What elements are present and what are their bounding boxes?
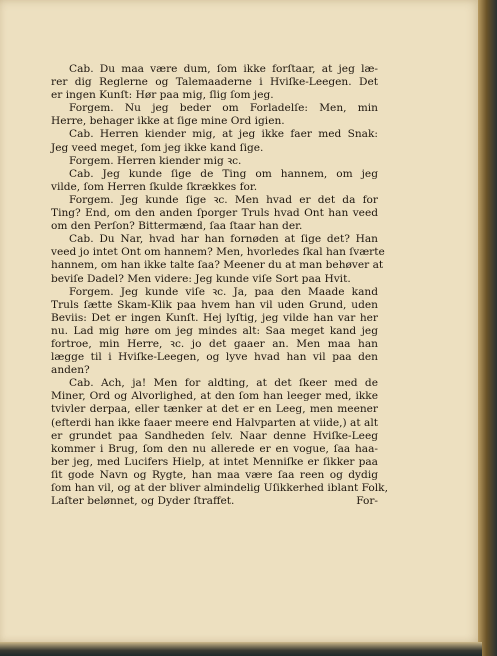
text-line: ber jeg, med Lucifers Hielp, at intet Menniſke er ſikker paa: [51, 455, 378, 468]
text-line: nu. Lad mig høre om jeg mindes alt: Saa meget kand jeg: [51, 324, 378, 337]
text-line: Ting? End, om den anden ſporger Truls hvad Ont han veed: [51, 207, 378, 220]
text-line: er grundet paa Sandheden ſelv. Naar denne Hviſke-Leeg: [51, 429, 378, 442]
page-bottom-edge: [0, 642, 482, 656]
text-line: (efterdi han ikke faaer meere end Halvparten at viide,) at alt: [51, 416, 378, 429]
text-line: Cab. Jeg kunde ſige de Ting om hannem, om jeg: [69, 167, 378, 180]
text-line: beviſe Dadel? Men videre: Jeg kunde viſe Sort paa Hvit.: [51, 272, 351, 285]
text-line: fortroe, min Herre, ꝛc. jo det gaaer an. Men maa han: [51, 337, 378, 350]
text-line: ſit gode Navn og Rygte, han maa være ſaa reen og dydig: [51, 468, 378, 481]
catchword: For-: [356, 495, 378, 508]
text-line: Jeg veed meget, ſom jeg ikke kand ſige.: [51, 141, 264, 154]
text-line: rer dig Reglerne og Talemaaderne i Hviſke-Leegen. Det: [51, 76, 378, 89]
text-line: vilde, ſom Herren ſkulde ſkrækkes for.: [51, 180, 258, 193]
text-line: Cab. Du maa være dum, ſom ikke forſtaar, at jeg læ-: [69, 63, 378, 75]
text-line: Forgem. Jeg kunde viſe ꝛc. Ja, paa den Maade kand: [69, 285, 378, 298]
text-line: Cab. Herren kiender mig, at jeg ikke faer med Snak:: [69, 128, 378, 141]
text-line: lægge til i Hviſke-Leegen, og lyve hvad han vil paa den: [51, 351, 378, 364]
text-line: anden?: [51, 364, 90, 377]
text-line: ſom han vil, og at der bliver almindelig Uſikkerhed iblant Folk,: [51, 482, 388, 494]
text-line: Forgem. Herren kiender mig ꝛc.: [69, 154, 242, 167]
text-line: Cab. Ach, ja! Men for aldting, at det ſkeer med de: [69, 377, 378, 390]
text-line: Laſter belønnet, og Dyder ſtraffet.: [51, 495, 235, 508]
text-line: Forgem. Nu jeg beder om Forladelſe: Men, min: [69, 102, 378, 115]
text-line: tvivler derpaa, eller tænker at det er en Leeg, men meener: [51, 403, 378, 416]
text-line: hannem, om han ikke talte ſaa? Meener du at man behøver at: [51, 259, 384, 272]
text-line: Herre, behager ikke at ſige mine Ord igien.: [51, 115, 285, 128]
body-text: [51, 63, 388, 508]
text-line: Cab. Du Nar, hvad har han fornøden at ſige det? Han: [69, 233, 378, 246]
text-line: Miner, Ord og Alvorlighed, at den ſom han leeger med, ikke: [51, 390, 378, 403]
text-line: er ingen Kunſt: Hør paa mig, ſlig ſom jeg.: [51, 89, 274, 102]
text-line: Truls ſætte Skam-Klik paa hvem han vil uden Grund, uden: [51, 298, 378, 311]
text-line: kommer i Brug, ſom den nu allerede er en vogue, ſaa haa-: [51, 442, 378, 455]
text-line: om den Perſon? Bittermænd, ſaa ſtaar han der.: [51, 220, 303, 233]
book-spine: [478, 0, 497, 656]
text-line: veed jo intet Ont om hannem? Men, hvorledes ſkal han ſværte: [51, 246, 385, 259]
text-line: Beviis: Det er ingen Kunſt. Hej lyſtig, jeg vilde han var her: [51, 311, 378, 324]
text-line: Forgem. Jeg kunde ſige ꝛc. Men hvad er det da for: [69, 193, 378, 206]
